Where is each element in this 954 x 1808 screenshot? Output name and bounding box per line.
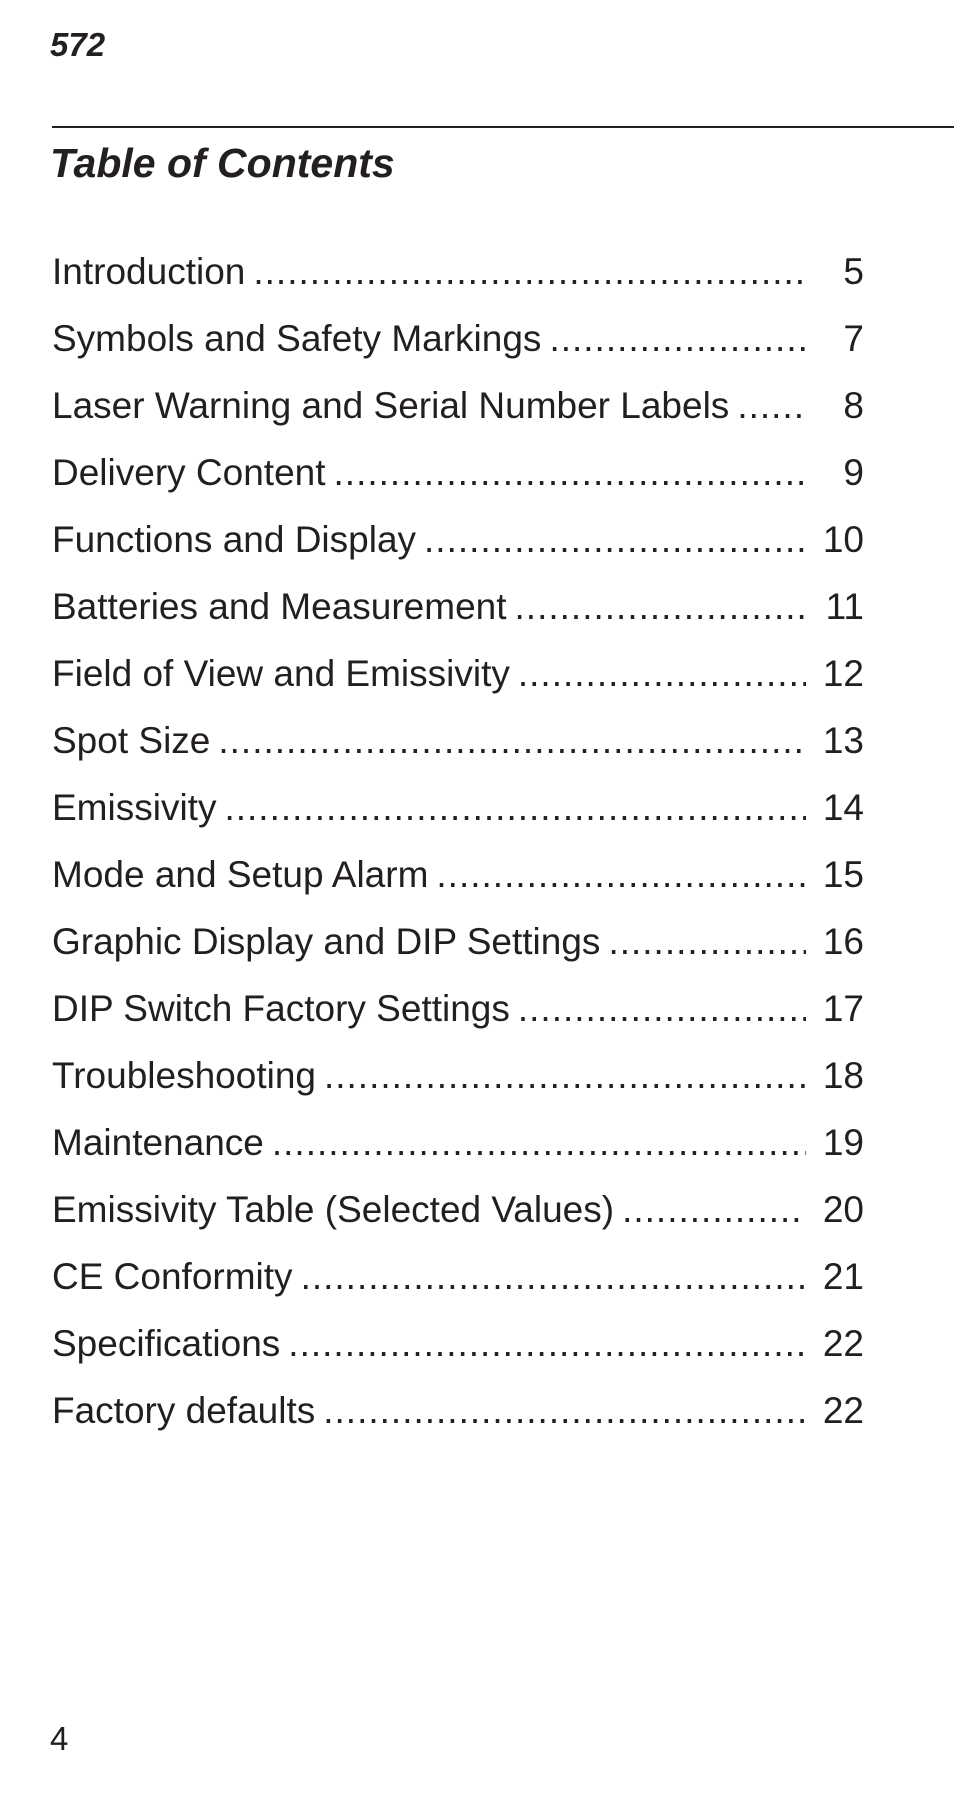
toc-entry-page: 21 — [822, 1256, 864, 1297]
dot-leader — [324, 1050, 806, 1102]
dot-leader — [515, 581, 806, 633]
toc-entry-batteries-and-measurement[interactable] — [52, 581, 864, 648]
toc-entry-page: 12 — [822, 653, 864, 694]
dot-leader — [323, 1385, 806, 1437]
toc-entry-page: 18 — [822, 1055, 864, 1096]
dot-leader — [608, 916, 806, 968]
toc-entry-page: 17 — [822, 988, 864, 1029]
toc-entry-page: 10 — [822, 519, 864, 560]
toc-entry-laser-warning[interactable] — [52, 380, 864, 447]
toc-entry-symbols-and-safety-markings[interactable] — [52, 313, 864, 380]
toc-entry-page: 15 — [822, 854, 864, 895]
toc-entry-field-of-view[interactable] — [52, 648, 864, 715]
toc-entry-label: Maintenance — [52, 1122, 264, 1163]
dot-leader — [218, 715, 806, 767]
dot-leader — [301, 1251, 806, 1303]
dot-leader — [436, 849, 806, 901]
dot-leader — [549, 313, 806, 365]
dot-leader — [518, 983, 806, 1035]
dot-leader — [224, 782, 806, 834]
toc-entry-delivery-content[interactable] — [52, 447, 864, 514]
toc-entry-page: 8 — [843, 385, 864, 426]
toc-entry-page: 16 — [822, 921, 864, 962]
toc-entry-maintenance[interactable] — [52, 1117, 864, 1184]
dot-leader — [518, 648, 806, 700]
toc-entry-label: Emissivity Table (Selected Values) — [52, 1189, 615, 1230]
toc-entry-emissivity[interactable] — [52, 782, 864, 849]
model-number: 572 — [50, 26, 106, 63]
toc-entry-emissivity-table[interactable] — [52, 1184, 864, 1251]
page-number: 4 — [50, 1720, 69, 1757]
dot-leader — [737, 380, 806, 432]
toc-entry-label: Symbols and Safety Markings — [52, 318, 542, 359]
dot-leader — [622, 1184, 806, 1236]
toc-entry-functions-and-display[interactable] — [52, 514, 864, 581]
toc-entry-page: 14 — [822, 787, 864, 828]
toc-entry-label: Introduction — [52, 251, 246, 292]
toc-entry-label: Batteries and Measurement — [52, 586, 507, 627]
toc-entry-page: 7 — [843, 318, 864, 359]
toc-entry-page: 5 — [843, 251, 864, 292]
toc-entry-label: Specifications — [52, 1323, 281, 1364]
toc-entry-label: Spot Size — [52, 720, 211, 761]
toc-entry-page: 11 — [825, 586, 864, 627]
toc-entry-label: Emissivity — [52, 787, 217, 828]
toc-entry-page: 19 — [822, 1122, 864, 1163]
toc-entry-mode-and-setup-alarm[interactable] — [52, 849, 864, 916]
toc-entry-label: Factory defaults — [52, 1390, 316, 1431]
toc-entry-introduction[interactable] — [52, 246, 864, 313]
toc-entry-label: Field of View and Emissivity — [52, 653, 510, 694]
toc-entry-specifications[interactable] — [52, 1318, 864, 1385]
dot-leader — [288, 1318, 806, 1370]
toc-entry-page: 13 — [822, 720, 864, 761]
page-title: Table of Contents — [50, 140, 395, 186]
toc-entry-ce-conformity[interactable] — [52, 1251, 864, 1318]
toc-entry-label: Mode and Setup Alarm — [52, 854, 429, 895]
toc-list — [52, 246, 864, 1452]
toc-entry-label: Functions and Display — [52, 519, 417, 560]
toc-entry-page: 9 — [843, 452, 864, 493]
toc-entry-label: Delivery Content — [52, 452, 326, 493]
toc-entry-label: DIP Switch Factory Settings — [52, 988, 510, 1029]
toc-entry-dip-switch-factory-settings[interactable] — [52, 983, 864, 1050]
dot-leader — [272, 1117, 806, 1169]
dot-leader — [253, 246, 806, 298]
dot-leader — [424, 514, 806, 566]
toc-entry-factory-defaults[interactable] — [52, 1385, 864, 1452]
toc-entry-graphic-display[interactable] — [52, 916, 864, 983]
header-rule — [52, 126, 954, 128]
toc-entry-page: 22 — [822, 1323, 864, 1364]
toc-entry-troubleshooting[interactable] — [52, 1050, 864, 1117]
dot-leader — [334, 447, 806, 499]
toc-entry-page: 22 — [822, 1390, 864, 1431]
toc-entry-label: Troubleshooting — [52, 1055, 316, 1096]
toc-entry-label: CE Conformity — [52, 1256, 293, 1297]
toc-entry-label: Graphic Display and DIP Settings — [52, 921, 601, 962]
toc-entry-label: Laser Warning and Serial Number Labels — [52, 385, 730, 426]
toc-entry-spot-size[interactable] — [52, 715, 864, 782]
toc-entry-page: 20 — [822, 1189, 864, 1230]
